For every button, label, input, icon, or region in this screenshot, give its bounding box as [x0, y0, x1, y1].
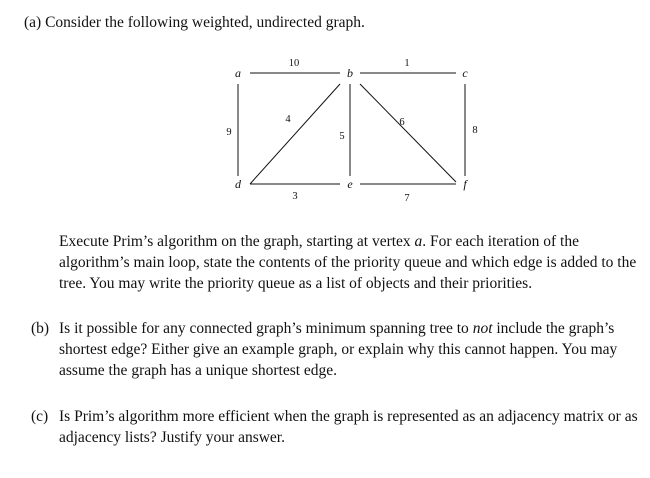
weight-b-e: 5	[339, 131, 345, 142]
part-c-question	[31, 406, 641, 448]
part-b-emphasis: not	[472, 320, 493, 337]
part-a-instructions	[59, 231, 639, 294]
part-a-label: (a)	[24, 14, 42, 31]
weight-b-d: 4	[285, 114, 291, 125]
vertex-e: e	[347, 177, 353, 191]
part-b-text	[59, 318, 641, 381]
weight-d-e: 3	[292, 191, 298, 202]
part-a-intro: Consider the following weighted, undirected graph.	[45, 14, 365, 31]
weight-a-d: 9	[226, 127, 232, 138]
weight-e-f: 7	[404, 193, 410, 204]
vertex-f: f	[463, 177, 467, 191]
edge-b-d	[250, 84, 340, 184]
vertex-d: d	[235, 177, 241, 191]
part-b-text-after: include the graph’s shortest edge? Either give an example graph, or explain why this cannot happen. You may assume the graph has a unique shortest edge.	[59, 320, 618, 379]
part-c-label: (c)	[31, 408, 49, 425]
part-b-question	[31, 318, 641, 381]
part-a-instructions-text: Execute Prim’s algorithm on the graph, starting at vertex	[59, 233, 415, 250]
weight-a-b: 10	[288, 58, 300, 69]
part-b-label: (b)	[31, 320, 50, 337]
edge-b-f	[360, 84, 456, 182]
part-a-instructions-text-cont: . For each iteration of the algorithm’s main loop, state the contents of the priority queue and which edge is added to the tree. You may write the priority queue as a list of objects and their priorities.	[59, 233, 637, 292]
vertex-b: b	[347, 66, 353, 80]
start-vertex: a	[414, 233, 423, 250]
vertex-c: c	[462, 66, 468, 80]
vertex-a: a	[235, 66, 241, 80]
weight-b-c: 1	[404, 58, 410, 69]
part-b-text-before: Is it possible for any connected graph’s minimum spanning tree to	[59, 320, 473, 337]
weight-c-f: 8	[472, 125, 478, 136]
weight-b-f: 6	[399, 117, 405, 128]
part-c-text: Is Prim’s algorithm more efficient when the graph is represented as an adjacency matrix or as adjacency lists? Justify your answer.	[59, 408, 638, 446]
weighted-graph-figure	[0, 0, 650, 230]
